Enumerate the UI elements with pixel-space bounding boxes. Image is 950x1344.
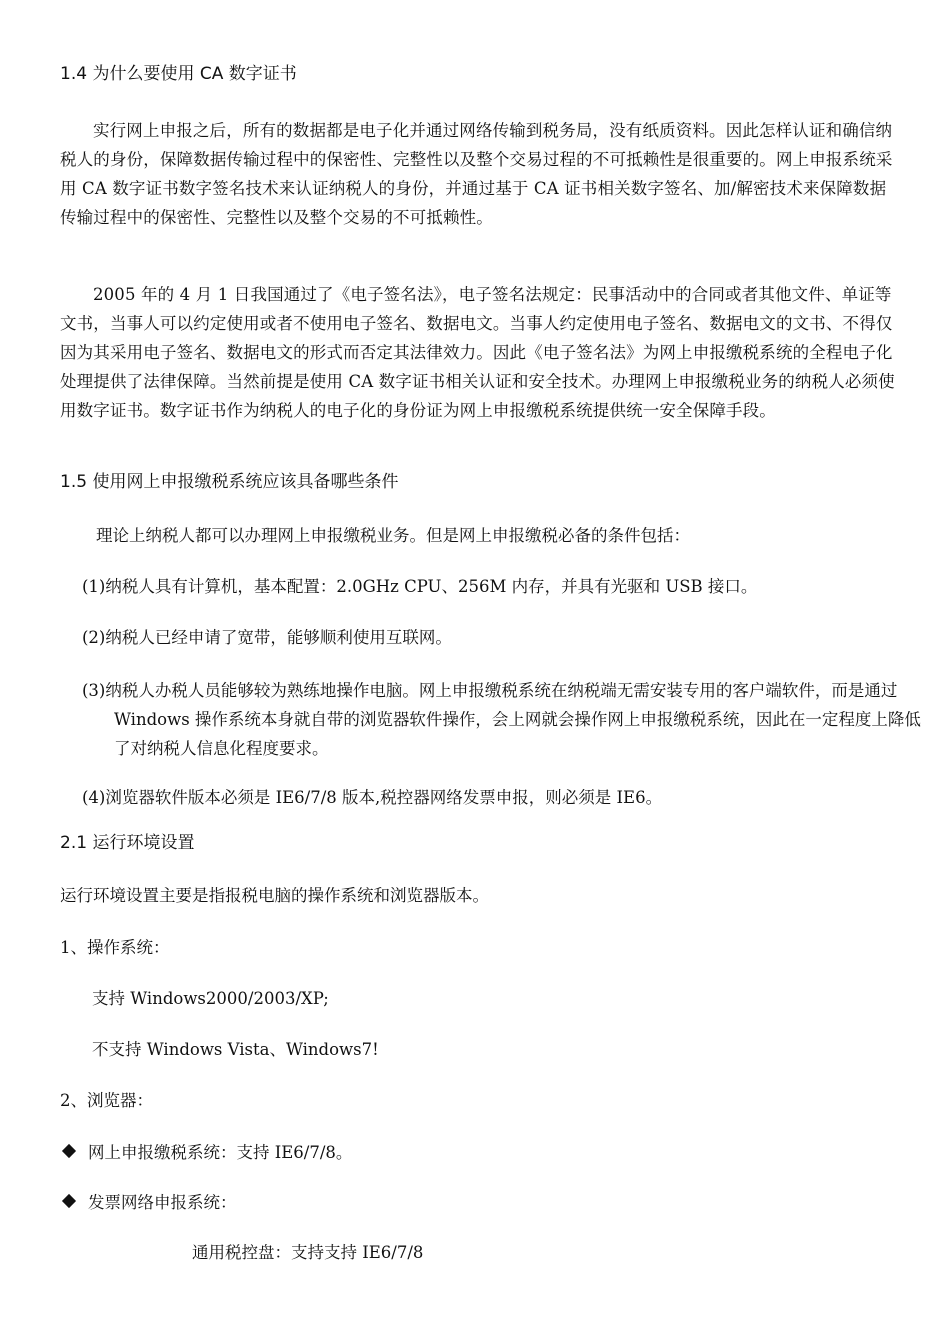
section-2-1-heading: 2.1 运行环境设置 bbox=[60, 833, 195, 853]
condition-item-4: (4)浏览器软件版本必须是 IE6/7/8 版本,税控器网络发票申报，则必须是 IE6。 bbox=[82, 788, 663, 807]
browser-label: 2、浏览器： bbox=[60, 1091, 153, 1110]
section-1-4-paragraph-2: 2005 年的 4 月 1 日我国通过了《电子签名法》，电子签名法规定：民事活动中的合同或者其他文件、单证等文书，当事人可以约定使用或者不使用电子签名、数据电文。当事人约定使用电子签名、数据电文的文书、不得仅因为其采用电子签名、数据电文的形式而否定其法律效力。因此《电子签名法》为网上申报缴税系统的全程电子化处理提供了法律保障。当然前提是使用 CA 数字证书相关认证和安全技术。办理网上申报缴税业务的纳税人必须使用数字证书。数字证书作为纳税人的电子化的身份证为网上申报缴税系统提供统一安全保障手段。 bbox=[60, 285, 895, 420]
condition-item-2: (2)纳税人已经申请了宽带，能够顺利使用互联网。 bbox=[82, 628, 452, 647]
os-unsupported: 不支持 Windows Vista、Windows7! bbox=[92, 1040, 379, 1059]
diamond-bullet-icon bbox=[62, 1144, 76, 1158]
section-1-5-heading: 1.5 使用网上申报缴税系统应该具备哪些条件 bbox=[60, 472, 399, 492]
section-1-5-intro: 理论上纳税人都可以办理网上申报缴税业务。但是网上申报缴税必备的条件包括： bbox=[96, 526, 690, 545]
bullet-item bbox=[60, 1187, 237, 1215]
condition-item-3: (3)纳税人办税人员能够较为熟练地操作电脑。网上申报缴税系统在纳税端无需安装专用的客户端软件，而是通过 Windows 操作系统本身就自带的浏览器软件操作，会上网就会操作网上申报缴税系统，因此在一定程度上降低了对纳税人信息化程度要求。 bbox=[82, 681, 921, 758]
bullet-item bbox=[60, 1137, 352, 1165]
bullet-text: 网上申报缴税系统：支持 IE6/7/8。 bbox=[88, 1143, 353, 1162]
section-1-4-paragraph-1: 实行网上申报之后，所有的数据都是电子化并通过网络传输到税务局，没有纸质资料。因此怎样认证和确信纳税人的身份，保障数据传输过程中的保密性、完整性以及整个交易过程的不可抵赖性是很重要的。网上申报系统采用 CA 数字证书数字签名技术来认证纳税人的身份，并通过基于 CA 证书相关数字签名、加/解密技术来保障数据传输过程中的保密性、完整性以及整个交易的不可抵赖性。 bbox=[60, 121, 893, 227]
os-label: 1、操作系统： bbox=[60, 938, 170, 957]
condition-item-1: (1)纳税人具有计算机，基本配置：2.0GHz CPU、256M 内存，并具有光驱和 USB 接口。 bbox=[82, 577, 758, 596]
os-supported: 支持 Windows2000/2003/XP; bbox=[92, 989, 329, 1008]
section-1-4-heading: 1.4 为什么要使用 CA 数字证书 bbox=[60, 64, 297, 84]
diamond-bullet-icon bbox=[62, 1194, 76, 1208]
tax-control-support: 通用税控盘：支持支持 IE6/7/8 bbox=[192, 1243, 424, 1262]
section-2-1-intro: 运行环境设置主要是指报税电脑的操作系统和浏览器版本。 bbox=[60, 886, 489, 905]
bullet-text: 发票网络申报系统： bbox=[88, 1193, 237, 1212]
